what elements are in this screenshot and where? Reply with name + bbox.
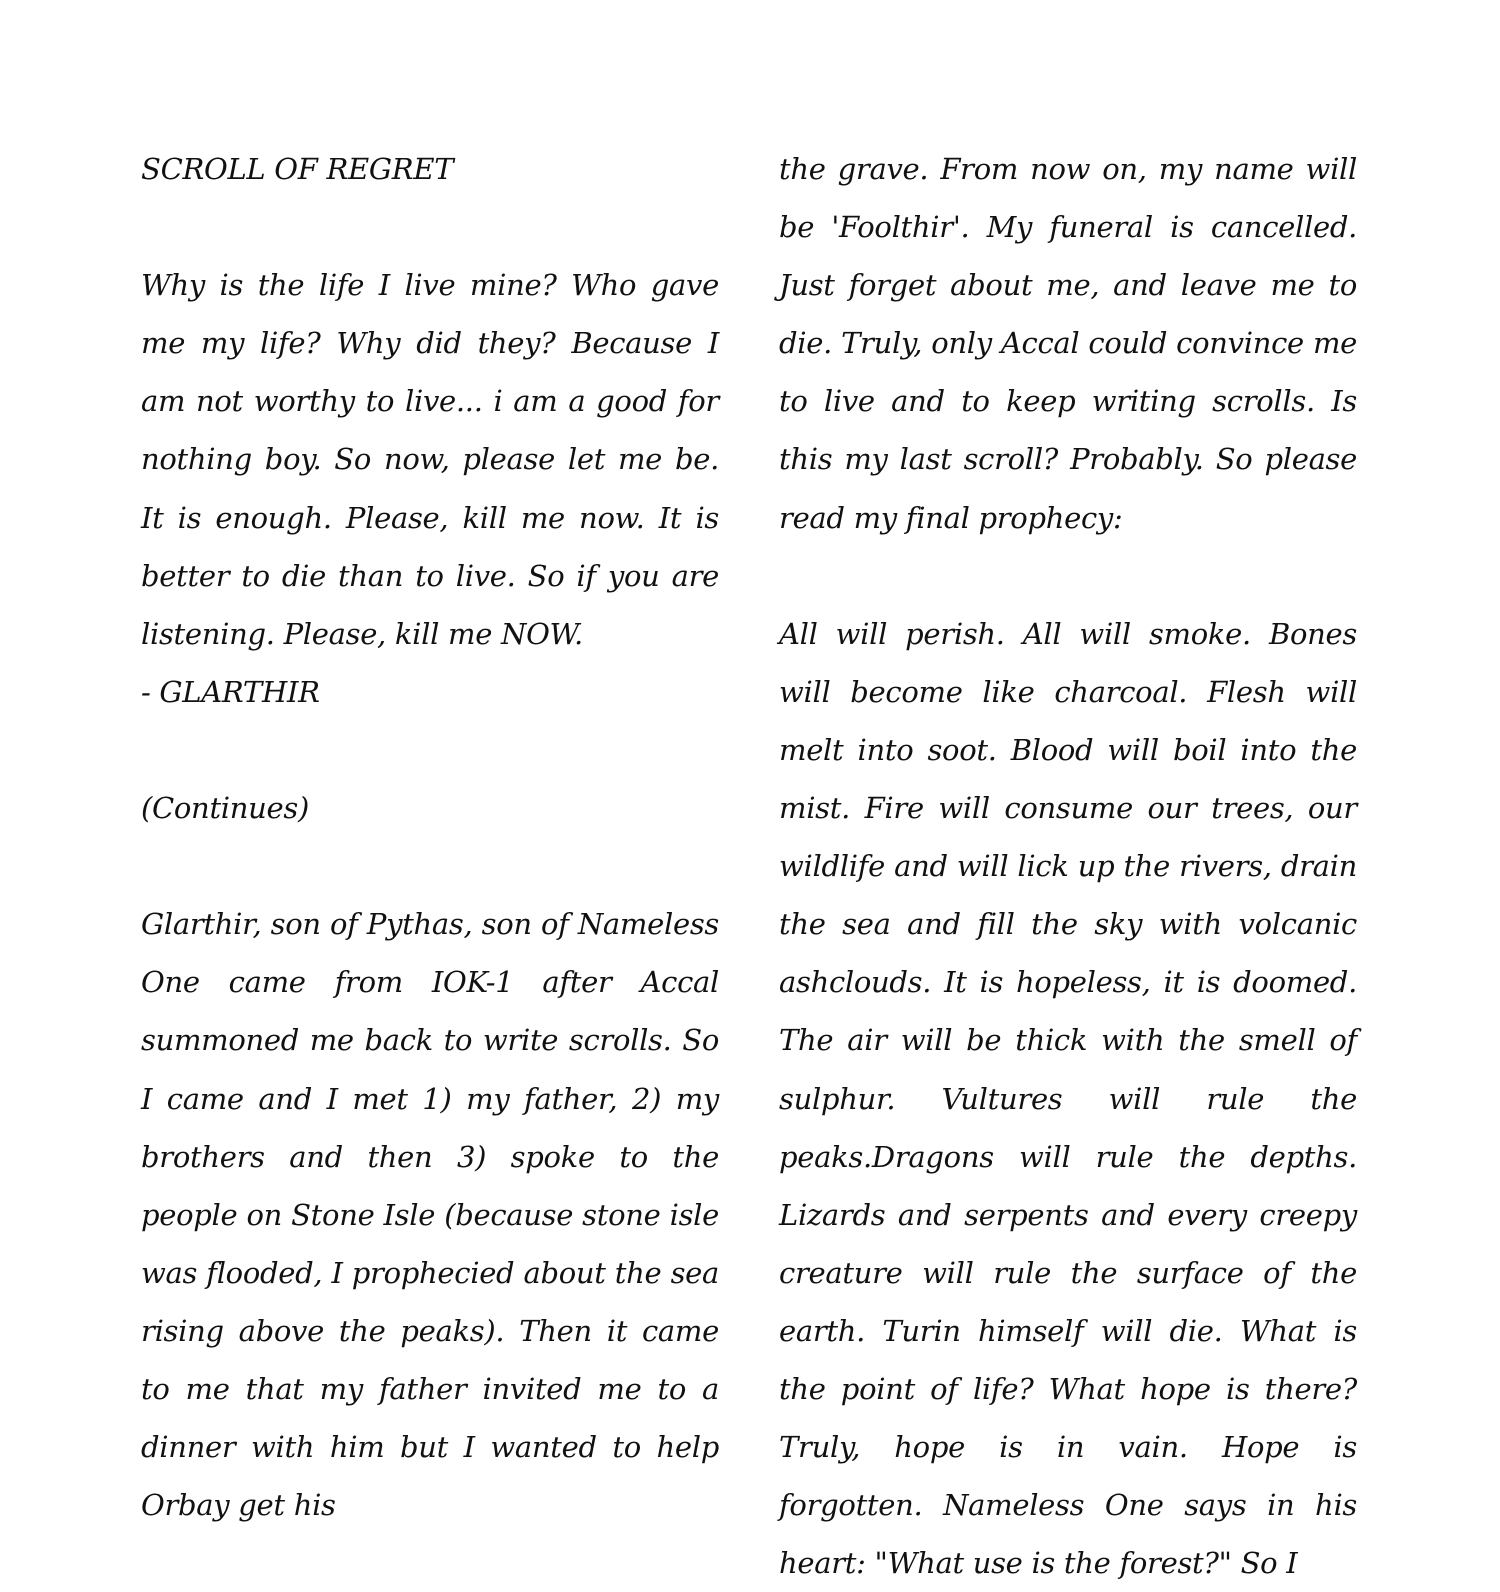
regret-paragraph: Why is the life I live mine? Who gave me my life? Why did they? Because I am not worthy to live... i am a good for nothing boy. So now, please let me be. It is enough. Please, kill me now. It is better to die than to live. So if you are listening. Please, kill me NOW. [141, 268, 719, 651]
right-column [779, 140, 1357, 1592]
spacer [779, 547, 1357, 605]
signature: - GLARTHIR [141, 674, 320, 709]
spacer [141, 198, 719, 256]
foolthir-paragraph: the grave. From now on, my name will be 'Foolthir'. My funeral is cancelled. Just forget about me, and leave me to die. Truly, only Accal could convince me to live and to keep writing scrolls. Is this my last scroll? Probably. So please read my final prophecy: [779, 152, 1357, 535]
scroll-title: SCROLL OF REGRET [141, 152, 454, 186]
spacer [141, 837, 719, 895]
continues-note: (Continues) [141, 791, 309, 826]
left-column [141, 140, 719, 1534]
prophecy-paragraph: All will perish. All will smoke. Bones will become like charcoal. Flesh will melt into soot. Blood will boil into the mist. Fire will consume our trees, our wildlife and will lick up the rivers, drain the sea and fill the sky with volcanic ashclouds. It is hopeless, it is doomed. The air will be thick with the smell of sulphur. Vultures will rule the peaks.Dragons will rule the depths. Lizards and serpents and every creepy creature will rule the surface of the earth. Turin himself will die. What is the point of life? What hope is there? Truly, hope is in vain. Hope is forgotten. Nameless One says in his heart: "What use is the forest?" So I [779, 616, 1357, 1581]
spacer [141, 721, 719, 779]
continuation-paragraph: Glarthir, son of Pythas, son of Nameless One came from IOK-1 after Accal summoned me back to write scrolls. So I came and I met 1) my father, 2) my brothers and then 3) spoke to the people on Stone Isle (because stone isle was flooded, I prophecied about the sea rising above the peaks). Then it came to me that my father invited me to a dinner with him but I wanted to help Orbay get his [141, 907, 719, 1523]
